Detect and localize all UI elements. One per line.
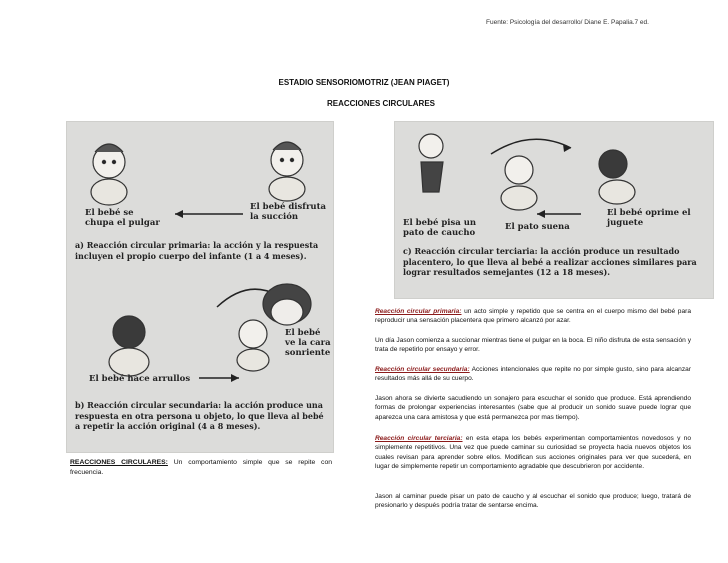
baby-stepping-illustration xyxy=(419,134,443,192)
definition-circular-reactions xyxy=(70,458,332,478)
paragraph-secondary xyxy=(375,365,691,384)
caption-a: a) Reacción circular primaria: la acción y la respuesta incluyen el propio cuerpo del infante (1 a 4 meses). xyxy=(75,240,319,261)
label-suck: El bebé disfruta la succión xyxy=(250,202,327,222)
page-title: ESTADIO SENSORIOMOTRIZ (JEAN PIAGET) xyxy=(278,78,450,87)
curved-arrow-icon xyxy=(491,139,571,154)
baby-sucking-illustration xyxy=(269,142,305,201)
definition-term: REACCIONES CIRCULARES: xyxy=(70,459,168,466)
baby-thumb-illustration xyxy=(91,144,127,205)
term-secondary: Reacción circular secundaria: xyxy=(375,366,470,373)
baby-face-illustration xyxy=(237,320,269,371)
label-coo: El bebé hace arrullos xyxy=(89,374,191,384)
paragraph-example-primary xyxy=(375,336,691,355)
caption-c: c) Reacción circular terciaria: la acción produce un resultado placentero, lo que lleva al bebé a realizar acciones similares para lograr resultados semejantes (12 a 18 meses). xyxy=(403,246,697,277)
text-tertiary: en esta etapa los bebés experimentan comportamientos novedosos y no simplemente repetitivos. Una vez que puede caminar su curiosidad se proyecta hacia nuevos objetos los cuales revisan para aprender sobre ellos. Modifican sus acciones originales para ver que sucederá, en lugar de simplemente repetir un comportamiento agradable que descubrieron por accidente. xyxy=(375,435,691,471)
text-example-secondary: Jason ahora se divierte sacudiendo un sonajero para escuchar el sonido que produce. Está aprendiendo formas de prolongar experiencias interesantes (sabe que al producir un sonido suave puede lograr que aparezca una cara amistosa y que está permanezca por mas tiempo). xyxy=(375,395,691,421)
paragraph-example-secondary xyxy=(375,394,691,422)
text-example-tertiary: Jason al caminar puede pisar un pato de caucho y al escuchar el sonido que produce; luego, tratará de presionarlo y después podría tratar de sentarse encima. xyxy=(375,493,691,510)
definition-text: Un comportamiento simple que se repite con frecuencia. xyxy=(70,459,333,477)
text-primary: un acto simple y repetido que se centra en el cuerpo mismo del bebé para reproducir una sensación placentera que primero alcanzó por azar. xyxy=(375,308,691,325)
label-thumb: El bebé se chupa el pulgar xyxy=(85,208,160,228)
label-smile: El bebé ve la cara sonriente xyxy=(285,328,331,358)
label-step: El bebé pisa un pato de caucho xyxy=(403,218,477,238)
paragraph-tertiary xyxy=(375,434,691,472)
page-subtitle: REACCIONES CIRCULARES xyxy=(326,99,435,108)
baby-pressing-illustration xyxy=(599,150,635,204)
label-squeak: El pato suena xyxy=(505,222,570,232)
baby-duck-illustration xyxy=(501,156,537,210)
text-secondary: Acciones intencionales que repite no por simple gusto, sino para alcanzar resultados más allá de su cuerpo. xyxy=(375,366,692,383)
adult-face-illustration xyxy=(263,284,311,325)
source-citation: Fuente: Psicología del desarrollo/ Diane E. Papalia.7 ed. xyxy=(486,19,649,26)
paragraph-example-tertiary xyxy=(375,492,691,511)
baby-cooing-illustration xyxy=(109,316,149,376)
figure-primary-secondary xyxy=(66,121,334,453)
text-example-primary: Un día Jason comienza a succionar mientras tiene el pulgar en la boca. El niño disfruta de esta sensación y trata de repetirlo por ensayo y error. xyxy=(375,337,691,354)
term-tertiary: Reacción circular terciaria: xyxy=(375,435,463,442)
term-primary: Reacción circular primaria: xyxy=(375,308,462,315)
paragraph-primary xyxy=(375,307,691,326)
label-press: El bebé oprime el juguete xyxy=(607,208,691,228)
figure-tertiary xyxy=(394,121,714,299)
caption-b: b) Reacción circular secundaria: la acción produce una respuesta en otra persona u objeto, lo que lleva al bebé a repetir la acción original (4 a 8 meses). xyxy=(75,400,324,431)
